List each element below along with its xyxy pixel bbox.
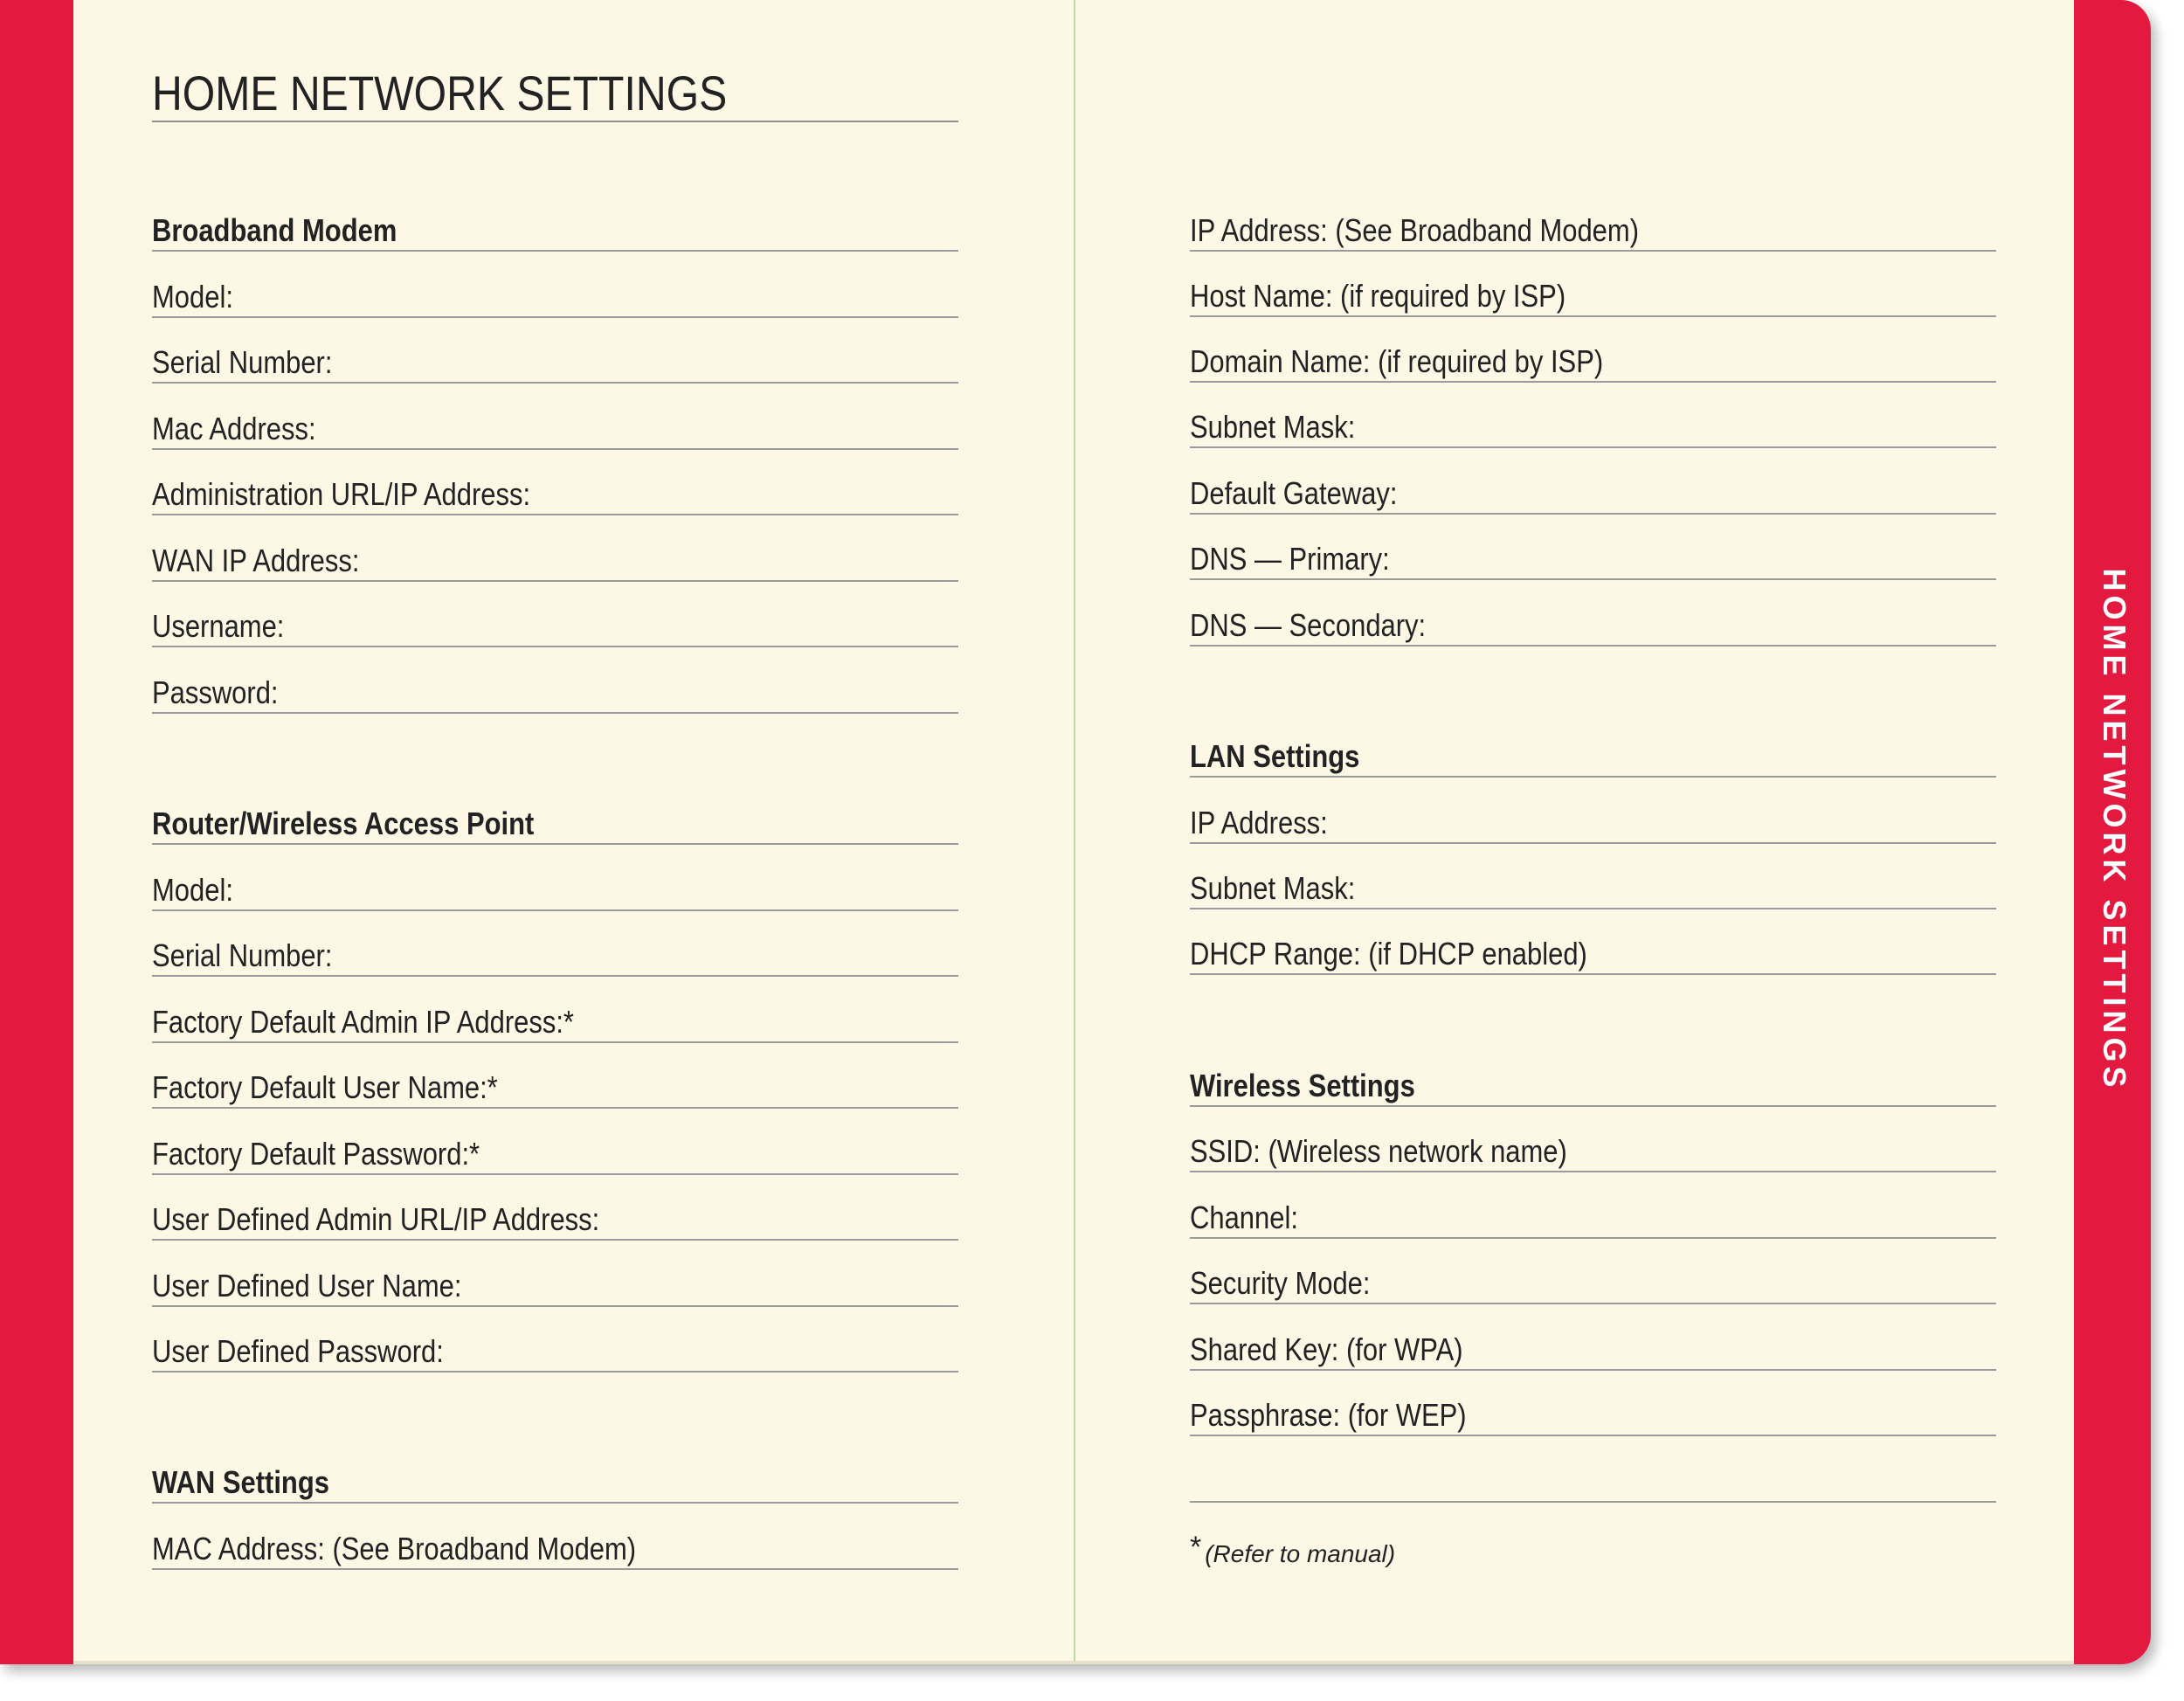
footnote-asterisk: * <box>1190 1531 1202 1564</box>
side-tab-label: HOME NETWORK SETTINGS <box>2097 568 2132 1092</box>
field-router-serial-number[interactable]: Serial Number: <box>152 935 958 977</box>
section-heading-wireless-settings: Wireless Settings <box>1190 1065 1996 1107</box>
field-modem-serial-number[interactable]: Serial Number: <box>152 342 958 384</box>
field-router-model[interactable]: Model: <box>152 869 958 911</box>
field-router-user-password[interactable]: User Defined Password: <box>152 1331 958 1373</box>
field-router-default-password[interactable]: Factory Default Password:* <box>152 1133 958 1175</box>
field-wan-ip-address[interactable]: IP Address: (See Broadband Modem) <box>1190 210 1996 252</box>
footnote-text: (Refer to manual) <box>1205 1540 1396 1567</box>
field-wan-mac-address[interactable]: MAC Address: (See Broadband Modem) <box>152 1528 958 1570</box>
section-heading-broadband-modem: Broadband Modem <box>152 210 958 252</box>
field-modem-model[interactable]: Model: <box>152 276 958 318</box>
field-wireless-shared-key[interactable]: Shared Key: (for WPA) <box>1190 1329 1996 1371</box>
field-lan-subnet-mask[interactable]: Subnet Mask: <box>1190 868 1996 909</box>
field-lan-ip-address[interactable]: IP Address: <box>1190 802 1996 844</box>
field-modem-admin-url[interactable]: Administration URL/IP Address: <box>152 474 958 515</box>
field-wan-subnet-mask[interactable]: Subnet Mask: <box>1190 406 1996 448</box>
field-wan-domain-name[interactable]: Domain Name: (if required by ISP) <box>1190 341 1996 383</box>
field-wan-dns-secondary[interactable]: DNS — Secondary: <box>1190 605 1996 647</box>
field-wireless-security-mode[interactable]: Security Mode: <box>1190 1262 1996 1304</box>
footnote <box>1190 1531 1395 1568</box>
field-blank-line[interactable] <box>1190 1461 1996 1503</box>
field-wireless-passphrase[interactable]: Passphrase: (for WEP) <box>1190 1394 1996 1436</box>
field-router-default-admin-ip[interactable]: Factory Default Admin IP Address:* <box>152 1001 958 1043</box>
field-wireless-channel[interactable]: Channel: <box>1190 1197 1996 1239</box>
field-modem-username[interactable]: Username: <box>152 605 958 647</box>
field-modem-password[interactable]: Password: <box>152 672 958 714</box>
field-wan-dns-primary[interactable]: DNS — Primary: <box>1190 538 1996 580</box>
section-heading-wan-settings: WAN Settings <box>152 1462 958 1504</box>
field-wan-default-gateway[interactable]: Default Gateway: <box>1190 473 1996 515</box>
field-modem-wan-ip[interactable]: WAN IP Address: <box>152 540 958 582</box>
field-wireless-ssid[interactable]: SSID: (Wireless network name) <box>1190 1131 1996 1172</box>
page-gutter <box>1074 0 1075 1664</box>
field-wan-host-name[interactable]: Host Name: (if required by ISP) <box>1190 275 1996 317</box>
field-modem-mac-address[interactable]: Mac Address: <box>152 408 958 450</box>
field-router-user-username[interactable]: User Defined User Name: <box>152 1265 958 1307</box>
page-edge <box>73 1661 2074 1664</box>
field-router-default-username[interactable]: Factory Default User Name:* <box>152 1067 958 1109</box>
section-heading-router: Router/Wireless Access Point <box>152 803 958 845</box>
section-heading-lan-settings: LAN Settings <box>1190 736 1996 778</box>
field-router-user-admin-url[interactable]: User Defined Admin URL/IP Address: <box>152 1199 958 1241</box>
field-lan-dhcp-range[interactable]: DHCP Range: (if DHCP enabled) <box>1190 933 1996 975</box>
page-title: HOME NETWORK SETTINGS <box>152 65 958 122</box>
